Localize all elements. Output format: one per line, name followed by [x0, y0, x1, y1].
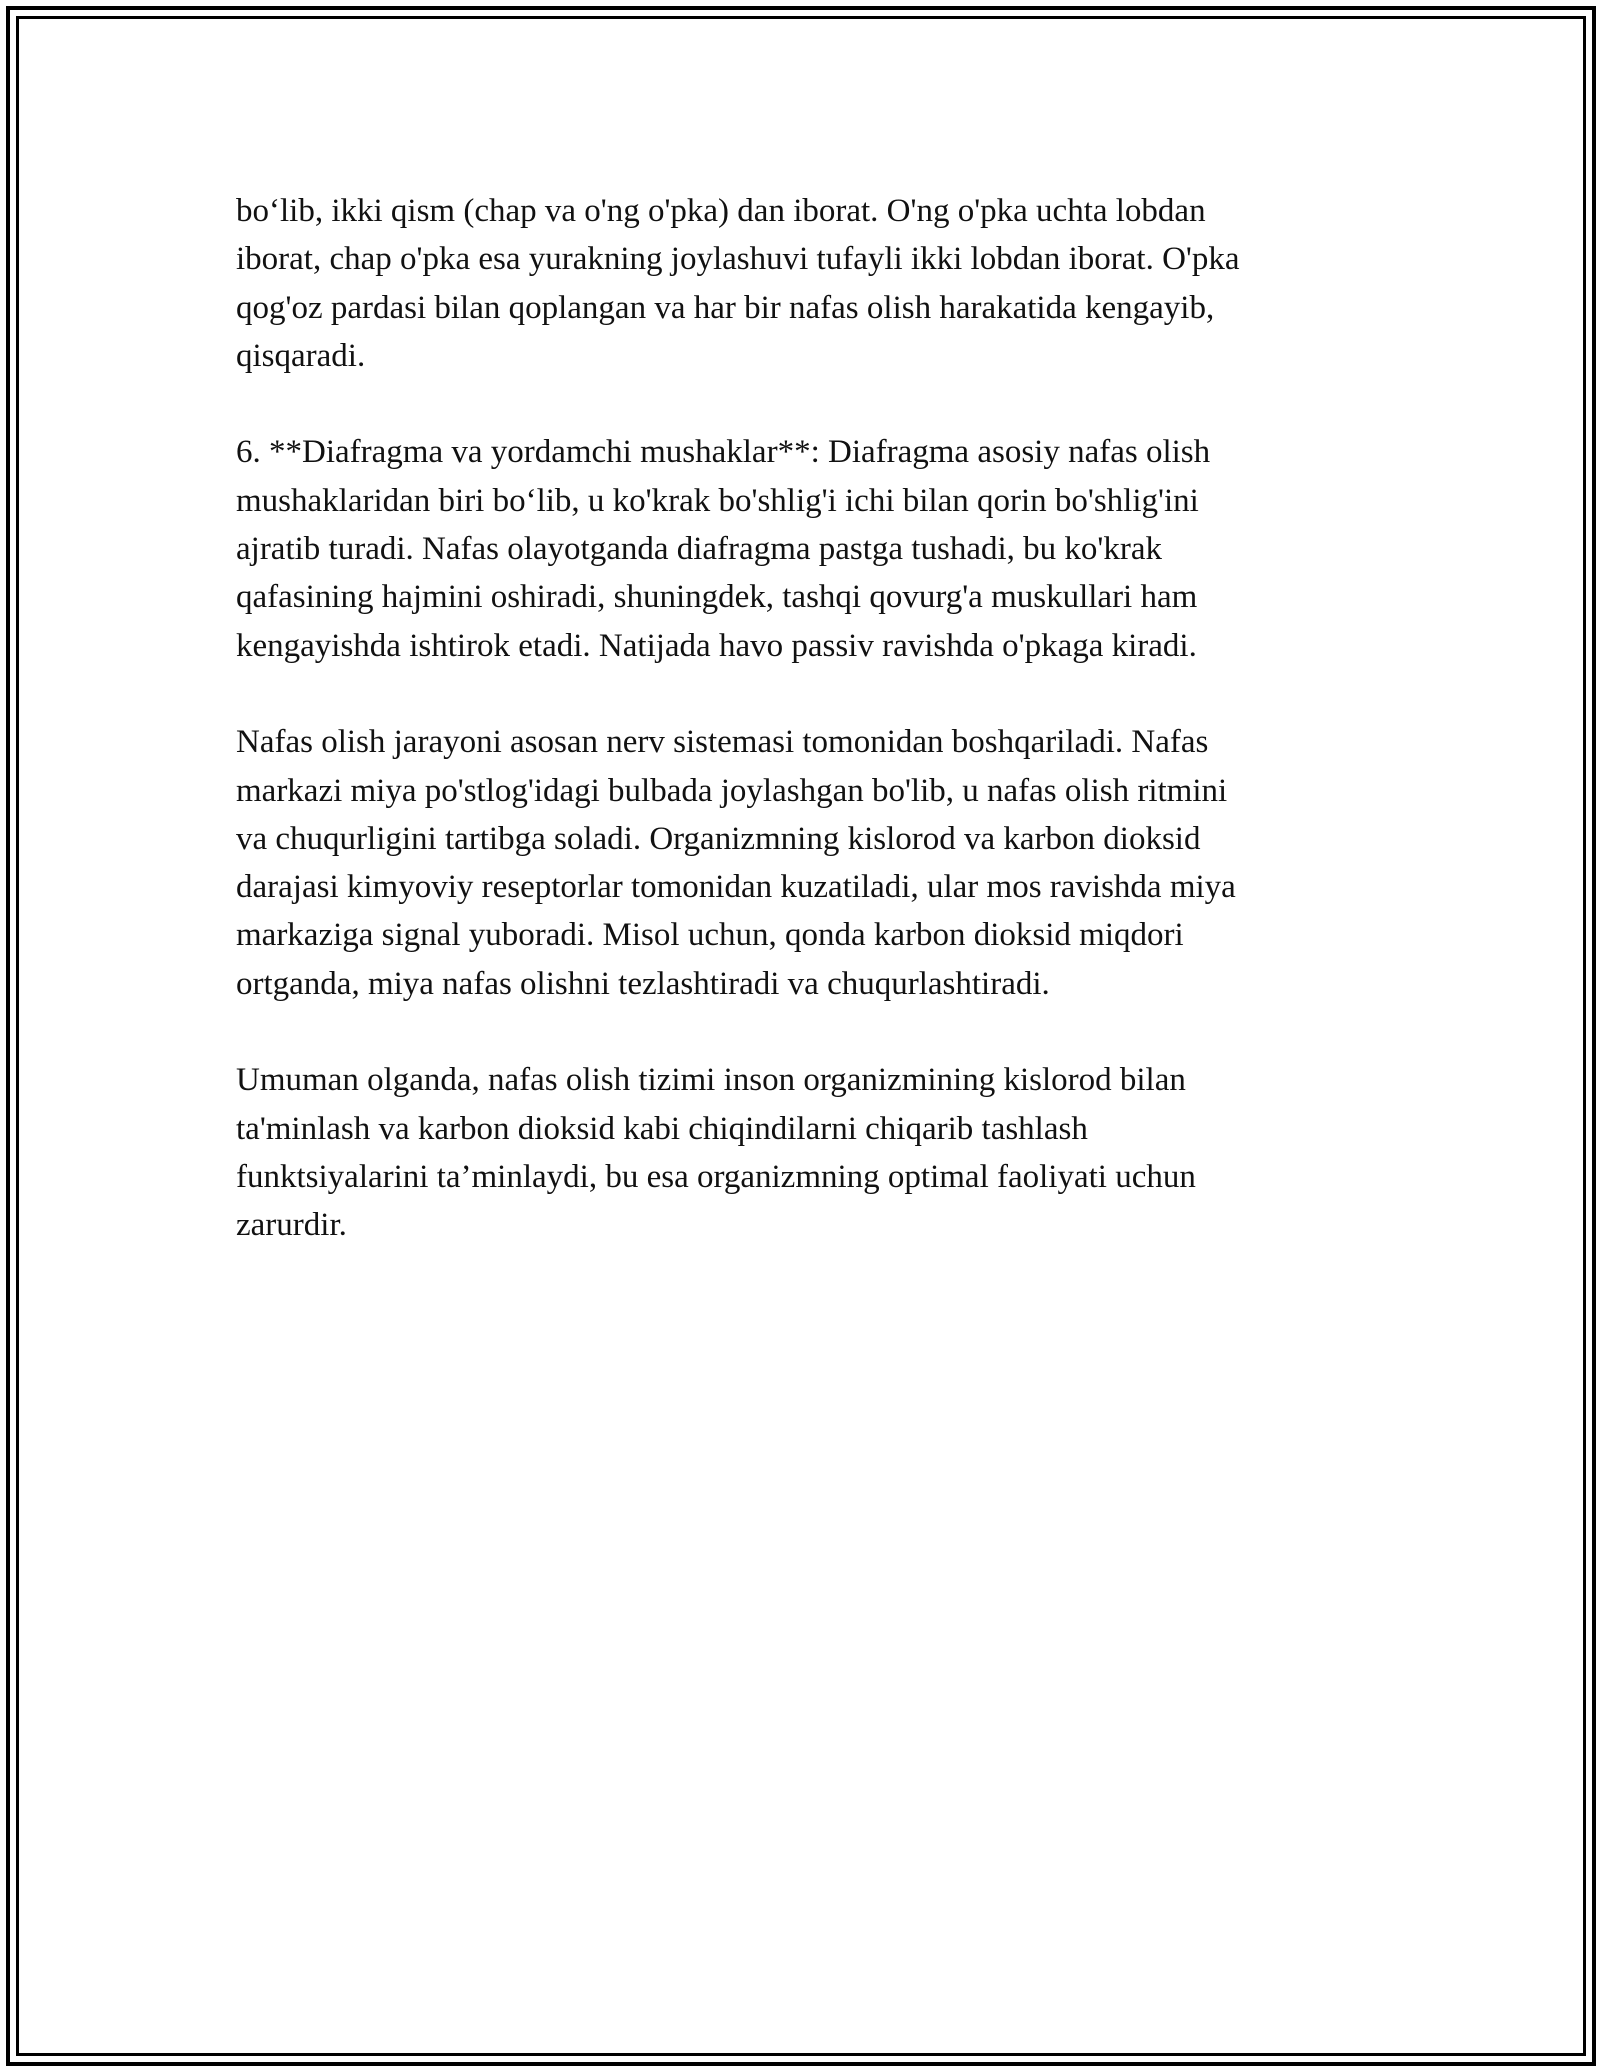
text-line: iborat, chap o'pka esa yurakning joylashuvi tufayli ikki lobdan iborat. O'pka	[236, 241, 1240, 278]
text-line: mushaklaridan biri bo‘lib, u ko'krak bo'shlig'i ichi bilan qorin bo'shlig'ini	[236, 482, 1199, 519]
text-line: kengayishda ishtirok etadi. Natijada havo passiv ravishda o'pkaga kiradi.	[236, 627, 1197, 664]
text-line: va chuqurligini tartibga soladi. Organizmning kislorod va karbon dioksid	[236, 820, 1201, 857]
text-line: markaziga signal yuboradi. Misol uchun, qonda karbon dioksid miqdori	[236, 917, 1184, 954]
text-line: darajasi kimyoviy reseptorlar tomonidan kuzatiladi, ular mos ravishda miya	[236, 869, 1236, 906]
text-line: Nafas olish jarayoni asosan nerv sistemasi tomonidan boshqariladi. Nafas	[236, 724, 1209, 761]
text-line: zarurdir.	[236, 1207, 347, 1244]
text-line: markazi miya po'stlog'idagi bulbada joylashgan bo'lib, u nafas olish ritmini	[236, 772, 1228, 809]
text-line: Umuman olganda, nafas olish tizimi inson organizmining kislorod bilan	[236, 1062, 1186, 1099]
text-line: qafasining hajmini oshiradi, shuningdek, tashqi qovurg'a muskullari ham	[236, 579, 1198, 616]
text-line: qisqaradi.	[236, 337, 366, 374]
paragraph-lung-description	[236, 187, 1366, 380]
paragraph-conclusion	[236, 1056, 1366, 1249]
text-line: bo‘lib, ikki qism (chap va o'ng o'pka) dan iborat. O'ng o'pka uchta lobdan	[236, 193, 1206, 229]
paragraph-nervous-control	[236, 718, 1366, 1008]
text-line: qog'oz pardasi bilan qoplangan va har bir nafas olish harakatida kengayib,	[236, 289, 1215, 326]
text-line: ajratib turadi. Nafas olayotganda diafragma pastga tushadi, bu ko'krak	[236, 531, 1162, 568]
paragraph-diaphragm	[236, 428, 1366, 669]
document-body	[236, 187, 1366, 1298]
text-line: funktsiyalarini ta’minlaydi, bu esa organizmning optimal faoliyati uchun	[236, 1158, 1196, 1195]
text-line: 6. **Diafragma va yordamchi mushaklar**: Diafragma asosiy nafas olish	[236, 434, 1211, 471]
text-line: ortganda, miya nafas olishni tezlashtiradi va chuqurlashtiradi.	[236, 965, 1050, 1002]
text-line: ta'minlash va karbon dioksid kabi chiqindilarni chiqarib tashlash	[236, 1110, 1088, 1147]
